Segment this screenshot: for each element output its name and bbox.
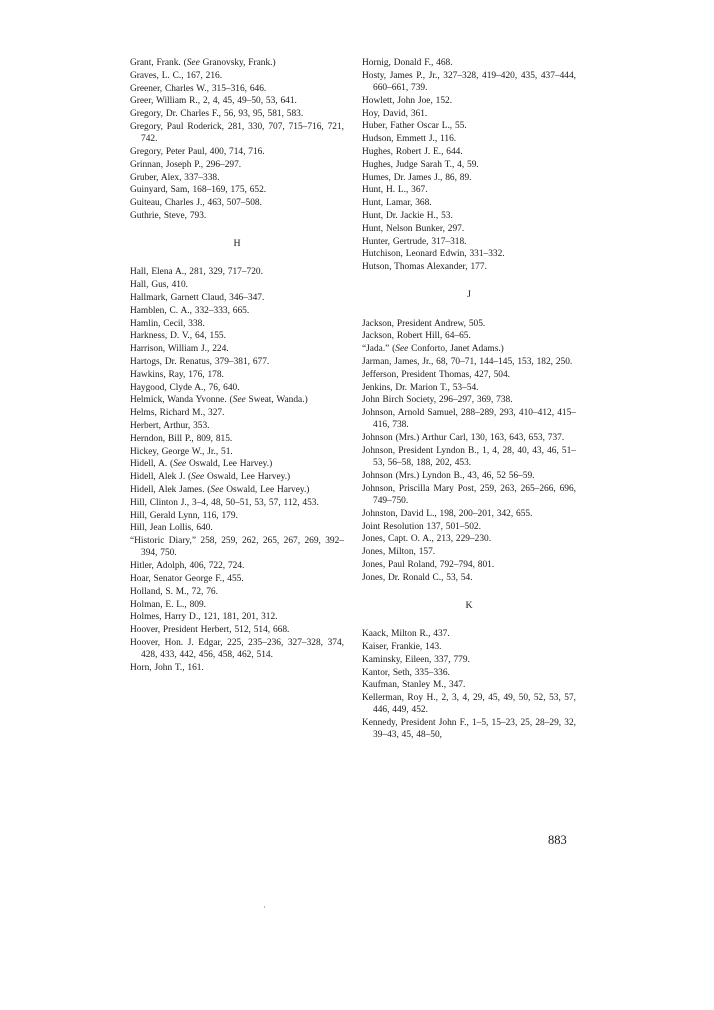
- index-entry: Hill, Clinton J., 3–4, 48, 50–51, 53, 57, 112, 453.: [130, 497, 319, 508]
- index-entry: Jarman, James, Jr., 68, 70–71, 144–145, 153, 182, 250.: [362, 356, 573, 367]
- index-entry: Kantor, Seth, 335–336.: [362, 667, 450, 678]
- index-entry: Hamblen, C. A., 332–333, 665.: [130, 305, 250, 316]
- index-entry: Hutchison, Leonard Edwin, 331–332.: [362, 249, 505, 260]
- index-entry: Hill, Gerald Lynn, 116, 179.: [130, 510, 238, 521]
- index-entry: Hall, Elena A., 281, 329, 717–720.: [130, 267, 263, 278]
- index-entry: Hidell, Alek J. (See Oswald, Lee Harvey.): [130, 472, 291, 483]
- index-entry: Jackson, President Andrew, 505.: [362, 318, 486, 329]
- index-entry: Hitler, Adolph, 406, 722, 724.: [130, 561, 245, 572]
- index-entry: Helmick, Wanda Yvonne. (See Sweat, Wanda.): [130, 395, 308, 406]
- index-entry: Hoover, Hon. J. Edgar, 225, 235–236, 327–328, 374, 428, 433, 442, 456, 458, 462, 514.: [130, 637, 344, 661]
- index-entry: Hoover, President Herbert, 512, 514, 668.: [130, 625, 290, 636]
- index-entry: Jones, Dr. Ronald C., 53, 54.: [362, 572, 473, 583]
- index-entry: Kaufman, Stanley M., 347.: [362, 680, 466, 691]
- index-entry: Helms, Richard M., 327.: [130, 408, 225, 419]
- index-entry: Hidell, A. (See Oswald, Lee Harvey.): [130, 459, 273, 470]
- index-entry: Hunter, Gertrude, 317–318.: [362, 236, 467, 247]
- index-entry: Hunt, Dr. Jackie H., 53.: [362, 210, 453, 221]
- section-letter: K: [465, 599, 473, 611]
- index-entry: Johnston, David L., 198, 200–201, 342, 655.: [362, 508, 533, 519]
- index-entry: Hosty, James P., Jr., 327–328, 419–420, 435, 437–444, 660–661, 739.: [362, 70, 576, 93]
- index-entry: Hickey, George W., Jr., 51.: [130, 446, 233, 457]
- index-entry: John Birch Society, 296–297, 369, 738.: [362, 395, 513, 406]
- index-entry: Gregory, Paul Roderick, 281, 330, 707, 715–716, 721, 742.: [130, 121, 344, 145]
- index-entry: Hornig, Donald F., 468.: [362, 58, 453, 68]
- index-column-right: [362, 57, 576, 742]
- index-entry: Hawkins, Ray, 176, 178.: [130, 369, 224, 380]
- index-entry: Jefferson, President Thomas, 427, 504.: [362, 369, 510, 380]
- index-entry: Huber, Father Oscar L., 55.: [362, 121, 467, 132]
- scan-speck: [264, 906, 265, 908]
- index-entry: Holland, S. M., 72, 76.: [130, 586, 218, 597]
- index-entry: Jackson, Robert Hill, 64–65.: [362, 331, 471, 342]
- index-entry: Hughes, Judge Sarah T., 4, 59.: [362, 159, 479, 170]
- index-entry: Herbert, Arthur, 353.: [130, 420, 210, 431]
- index-entry: Gruber, Alex, 337–338.: [130, 172, 220, 183]
- index-entry: Hutson, Thomas Alexander, 177.: [362, 262, 487, 273]
- index-entry: Johnson, President Lyndon B., 1, 4, 28, 40, 43, 46, 51–53, 56–58, 188, 202, 453.: [362, 445, 576, 469]
- index-entry: Hallmark, Garnett Claud, 346–347.: [130, 292, 265, 303]
- page-number: 883: [548, 833, 567, 847]
- section-letter: J: [467, 289, 471, 301]
- index-entry: Guiteau, Charles J., 463, 507–508.: [130, 198, 262, 209]
- index-entry: Harkness, D. V., 64, 155.: [130, 331, 226, 342]
- index-entry: Holman, E. L., 809.: [130, 599, 206, 610]
- index-entry: Jones, Paul Roland, 792–794, 801.: [362, 559, 495, 570]
- index-entry: “Jada.” (See Conforto, Janet Adams.): [362, 344, 504, 355]
- index-entry: Hoar, Senator George F., 455.: [130, 573, 244, 584]
- index-entry: Guinyard, Sam, 168–169, 175, 652.: [130, 185, 267, 196]
- index-entry: Grant, Frank. (See Granovsky, Frank.): [130, 58, 276, 68]
- index-entry: Hall, Gus, 410.: [130, 280, 189, 291]
- index-entry: Hamlin, Cecil, 338.: [130, 318, 205, 329]
- index-entry: Johnson, Priscilla Mary Post, 259, 263, 265–266, 696, 749–750.: [362, 483, 576, 506]
- index-entry: Jones, Capt. O. A., 213, 229–230.: [362, 534, 492, 545]
- index-column-left: [130, 57, 344, 675]
- index-entry: Guthrie, Steve, 793.: [130, 210, 207, 221]
- index-entry: Hartogs, Dr. Renatus, 379–381, 677.: [130, 356, 270, 367]
- index-entry: Kennedy, President John F., 1–5, 15–23, 25, 28–29, 32, 39–43, 45, 48–50,: [362, 718, 576, 741]
- index-entry: Hunt, H. L., 367.: [362, 185, 428, 196]
- index-entry: Holmes, Harry D., 121, 181, 201, 312.: [130, 612, 278, 623]
- index-entry: Jones, Milton, 157.: [362, 547, 436, 558]
- index-entry: Humes, Dr. James J., 86, 89.: [362, 172, 472, 183]
- index-entry: Johnson (Mrs.) Lyndon B., 43, 46, 52 56–59.: [362, 470, 535, 481]
- index-entry: Jenkins, Dr. Marion T., 53–54.: [362, 382, 479, 393]
- section-letter: H: [233, 238, 241, 250]
- index-entry: Graves, L. C., 167, 216.: [130, 70, 223, 81]
- index-entry: Hidell, Alek James. (See Oswald, Lee Harvey.): [130, 484, 310, 495]
- index-entry: Horn, John T., 161.: [130, 662, 204, 673]
- index-entry: Hill, Jean Lollis, 640.: [130, 523, 213, 534]
- index-entry: Howlett, John Joe, 152.: [362, 95, 453, 106]
- index-entry: Kaiser, Frankie, 143.: [362, 641, 442, 652]
- index-entry: Greener, Charles W., 315–316, 646.: [130, 83, 267, 94]
- index-entry: Hughes, Robert J. E., 644.: [362, 146, 463, 157]
- index-entry: Johnson (Mrs.) Arthur Carl, 130, 163, 643, 653, 737.: [362, 433, 565, 444]
- index-entry: Joint Resolution 137, 501–502.: [362, 521, 481, 532]
- index-entry: Gregory, Peter Paul, 400, 714, 716.: [130, 146, 265, 157]
- index-entry: Johnson, Arnold Samuel, 288–289, 293, 410–412, 415–416, 738.: [362, 408, 576, 431]
- index-entry: Haygood, Clyde A., 76, 640.: [130, 382, 240, 393]
- index-entry: Kaack, Milton R., 437.: [362, 629, 450, 640]
- index-entry: Hunt, Lamar, 368.: [362, 198, 432, 209]
- index-entry: Kellerman, Roy H., 2, 3, 4, 29, 45, 49, 50, 52, 53, 57, 446, 449, 452.: [362, 693, 576, 716]
- index-entry: Harrison, William J., 224.: [130, 344, 229, 355]
- index-entry: Kaminsky, Eileen, 337, 779.: [362, 654, 470, 665]
- index-entry: Grinnan, Joseph P., 296–297.: [130, 159, 242, 170]
- index-entry: Hudson, Emmett J., 116.: [362, 134, 457, 145]
- index-entry: Gregory, Dr. Charles F., 56, 93, 95, 581, 583.: [130, 109, 304, 120]
- index-entry: Herndon, Bill P., 809, 815.: [130, 433, 233, 444]
- index-entry: “Historic Diary,” 258, 259, 262, 265, 267, 269, 392–394, 750.: [130, 536, 344, 559]
- index-entry: Hoy, David, 361.: [362, 108, 428, 119]
- index-entry: Hunt, Nelson Bunker, 297.: [362, 223, 465, 234]
- index-entry: Greer, William R., 2, 4, 45, 49–50, 53, 641.: [130, 96, 297, 107]
